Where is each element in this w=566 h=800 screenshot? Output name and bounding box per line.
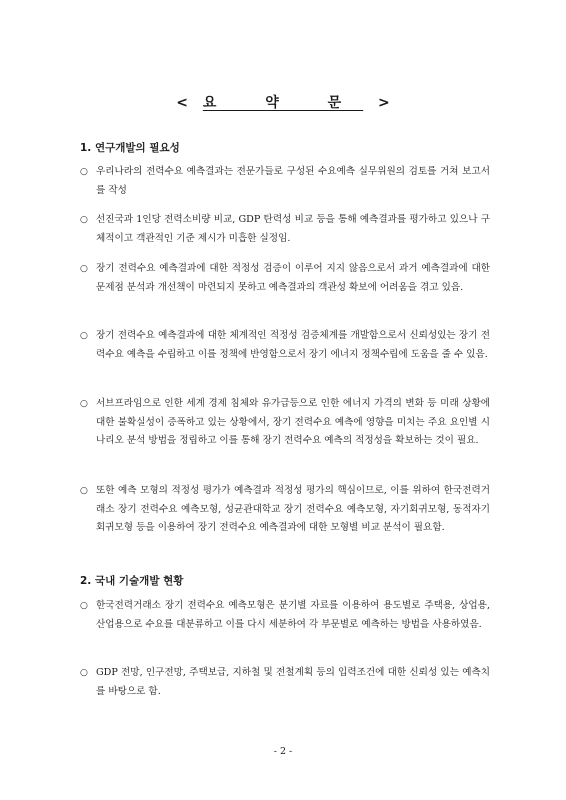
- page-number: - 2 -: [273, 746, 293, 757]
- paragraph-text: 한국전력거래소 장기 전력수요 예측모형은 분기별 자료를 이용하여 용도별로 주택용, 상업용, 산업용으로 수요를 대분류하고 이를 다시 세분하여 각 부문별로 예측하는 방법을 사용하였음.: [96, 600, 490, 630]
- bullet-mark: ○: [80, 601, 88, 611]
- bullet-mark: ○: [80, 264, 88, 274]
- bullet-mark: ○: [80, 167, 88, 177]
- bullet-mark: ○: [80, 331, 88, 341]
- paragraph-1-4: [80, 327, 490, 364]
- paragraph-text: 장기 전력수요 예측결과에 대한 체계적인 적정성 검증체계를 개발함으로서 신뢰성있는 장기 전력수요 예측을 수립하고 이를 정책에 반영함으로서 장기 에너지 정책수립에 도움을 줄 수 있음.: [96, 330, 490, 360]
- paragraph-text: 서브프라임으로 인한 세계 경제 침체와 유가급등으로 인한 에너지 가격의 변화 등 미래 상황에 대한 불확실성이 증폭하고 있는 상황에서, 장기 전력수요 예측에 영향을 미치는 주요 요인별 시나리오 분석 방법을 정립하고 이를 통해 장기 전력수요 예측의 적정성을 확보하는 것이 필요.: [96, 398, 490, 446]
- paragraph-1-2: [80, 211, 490, 248]
- title-open-bracket: <: [176, 95, 188, 111]
- paragraph-text: 또한 예측 모형의 적정성 평가가 예측결과 적정성 평가의 핵심이므로, 이를 위하여 한국전력거래소 장기 전력수요 예측모형, 성균관대학교 장기 전력수요 예측모형, 자기회귀모형, 동적자기회귀모형 등을 이용하여 장기 전력수요 예측결과에 대한 모형별 비교 분석이 필요함.: [96, 485, 490, 533]
- paragraph-1-5: [80, 395, 490, 451]
- paragraph-text: GDP 전망, 인구전망, 주택보급, 지하철 및 전철계획 등의 입력조건에 대한 신뢰성 있는 예측치를 바탕으로 함.: [96, 667, 490, 697]
- section-heading-2: 2. 국내 기술개발 현황: [80, 575, 184, 587]
- paragraph-2-1: [80, 597, 490, 634]
- paragraph-text: 장기 전력수요 예측결과에 대한 적정성 검증이 이루어 지지 않음으로서 과거 예측결과에 대한 문제점 분석과 개선책이 마련되지 못하고 예측결과의 객관성 확보에 어려움을 겪고 있음.: [96, 263, 490, 293]
- paragraph-1-1: [80, 163, 490, 200]
- title-text: 요 약 문: [202, 95, 364, 111]
- paragraph-1-3: [80, 260, 490, 297]
- bullet-mark: ○: [80, 399, 88, 409]
- paragraph-text: 우리나라의 전력수요 예측결과는 전문가들로 구성된 수요예측 실무위원의 검토를 거쳐 보고서를 작성: [96, 166, 490, 196]
- bullet-mark: ○: [80, 486, 88, 496]
- bullet-mark: ○: [80, 668, 88, 678]
- section-heading-1: 1. 연구개발의 필요성: [80, 142, 180, 154]
- title-close-bracket: >: [378, 95, 390, 111]
- paragraph-1-6: [80, 482, 490, 538]
- paragraph-text: 선진국과 1인당 전력소비량 비교, GDP 탄력성 비교 등을 통해 예측결과를 평가하고 있으나 구체적이고 객관적인 기준 제시가 미흡한 실정임.: [96, 214, 490, 244]
- bullet-mark: ○: [80, 215, 88, 225]
- page-title: [0, 92, 566, 112]
- paragraph-2-2: [80, 664, 490, 701]
